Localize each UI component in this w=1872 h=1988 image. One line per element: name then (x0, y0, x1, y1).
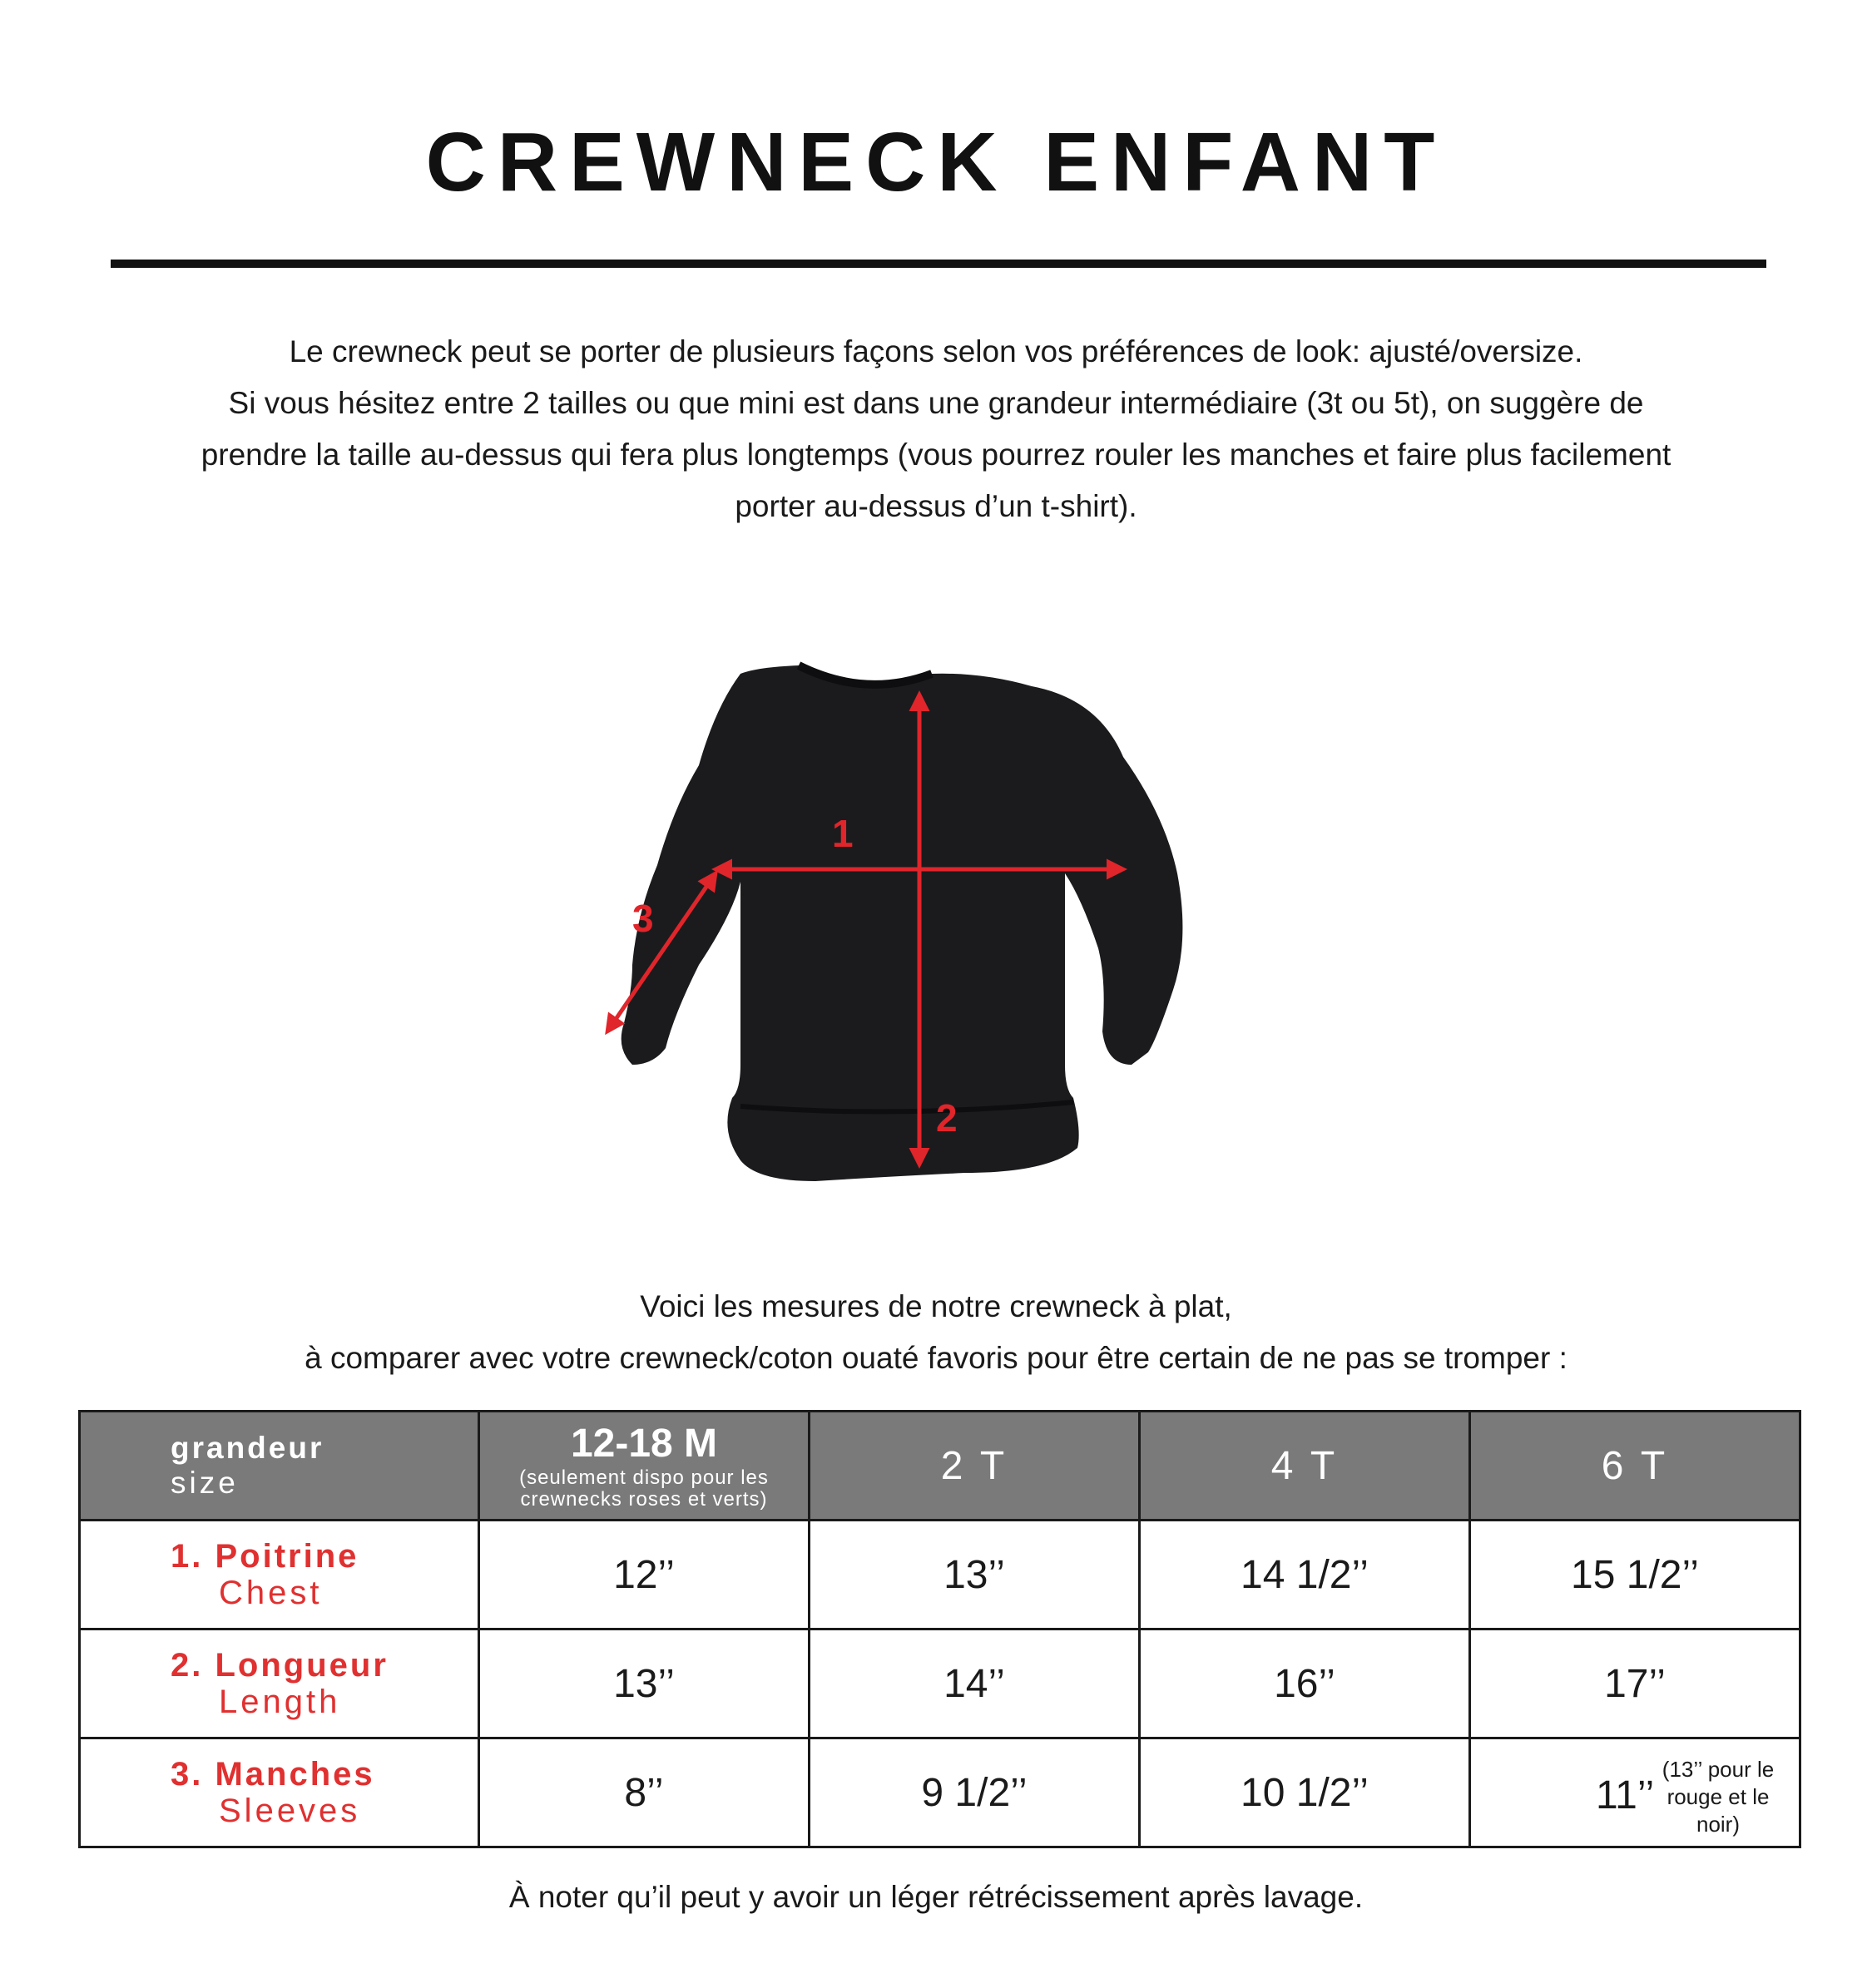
title-divider (111, 260, 1766, 268)
size-header-12-18m (479, 1412, 810, 1521)
size-header-4t: 4 T (1140, 1412, 1470, 1521)
table-header-row (80, 1412, 1800, 1521)
row-label-fr: 2. Longueur (171, 1647, 389, 1684)
table-cell: 15 1/2’’ (1470, 1521, 1800, 1629)
table-cell: 13’’ (479, 1629, 810, 1738)
row-label-length (80, 1629, 479, 1738)
row-label-en: Sleeves (219, 1793, 361, 1829)
lead-line: à comparer avec votre crewneck/coton ouaté favoris pour être certain de ne pas se tromper : (305, 1341, 1567, 1375)
table-cell: 12’’ (479, 1521, 810, 1629)
row-label-sleeves (80, 1738, 479, 1847)
row-label-chest (80, 1521, 479, 1629)
marker-length: 2 (936, 1096, 958, 1140)
intro-line: Si vous hésitez entre 2 tailles ou que mini est dans une grandeur intermédiaire (3t ou 5t), on suggère de (228, 386, 1644, 420)
size-label-fr: grandeur (171, 1431, 324, 1465)
table-cell: 16’’ (1140, 1629, 1470, 1738)
size-label-en: size (171, 1466, 239, 1500)
size-header-6t: 6 T (1470, 1412, 1800, 1521)
table-cell: 14 1/2’’ (1140, 1521, 1470, 1629)
intro-line: Le crewneck peut se porter de plusieurs façons selon vos préférences de look: ajusté/oversize. (289, 334, 1583, 368)
size-chart-table (78, 1410, 1801, 1848)
row-label-fr: 1. Poitrine (171, 1538, 359, 1575)
table-cell: 8’’ (479, 1738, 810, 1847)
table-cell: 10 1/2’’ (1140, 1738, 1470, 1847)
row-label-en: Length (219, 1684, 341, 1720)
crewneck-illustration (466, 599, 1406, 1248)
size-header-text: 12-18 M (570, 1422, 718, 1466)
intro-line: prendre la taille au-dessus qui fera plus longtemps (vous pourrez rouler les manches et faire plus facilement (201, 438, 1671, 472)
crewneck-measurement-figure (466, 599, 1406, 1248)
table-cell: 9 1/2’’ (810, 1738, 1140, 1847)
table-row (80, 1521, 1800, 1629)
measurements-intro (0, 1281, 1872, 1384)
sweater-shape (622, 665, 1183, 1181)
cell-value: 11’’ (1596, 1773, 1655, 1817)
intro-line: porter au-dessus d’un t-shirt). (735, 489, 1137, 523)
size-header-2t: 2 T (810, 1412, 1140, 1521)
shrinkage-note: À noter qu’il peut y avoir un léger rétrécissement après lavage. (508, 1880, 1364, 1914)
table-cell: 14’’ (810, 1629, 1140, 1738)
marker-sleeve: 3 (632, 897, 654, 940)
marker-chest: 1 (832, 812, 854, 855)
table-cell: 13’’ (810, 1521, 1140, 1629)
color-exception-note: (13’’ pour le rouge et le noir) (1662, 1757, 1775, 1837)
table-row (80, 1738, 1800, 1847)
size-header-label (80, 1412, 479, 1521)
table-cell (1470, 1738, 1800, 1847)
table-cell: 17’’ (1470, 1629, 1800, 1738)
row-label-en: Chest (219, 1575, 323, 1611)
table-row (80, 1629, 1800, 1738)
page-title: CREWNECK ENFANT (425, 116, 1447, 209)
size-availability-note: (seulement dispo pour les crewnecks roses et verts) (519, 1466, 769, 1511)
intro-paragraph (83, 326, 1789, 532)
lead-line: Voici les mesures de notre crewneck à plat, (640, 1289, 1232, 1323)
row-label-fr: 3. Manches (171, 1756, 375, 1793)
